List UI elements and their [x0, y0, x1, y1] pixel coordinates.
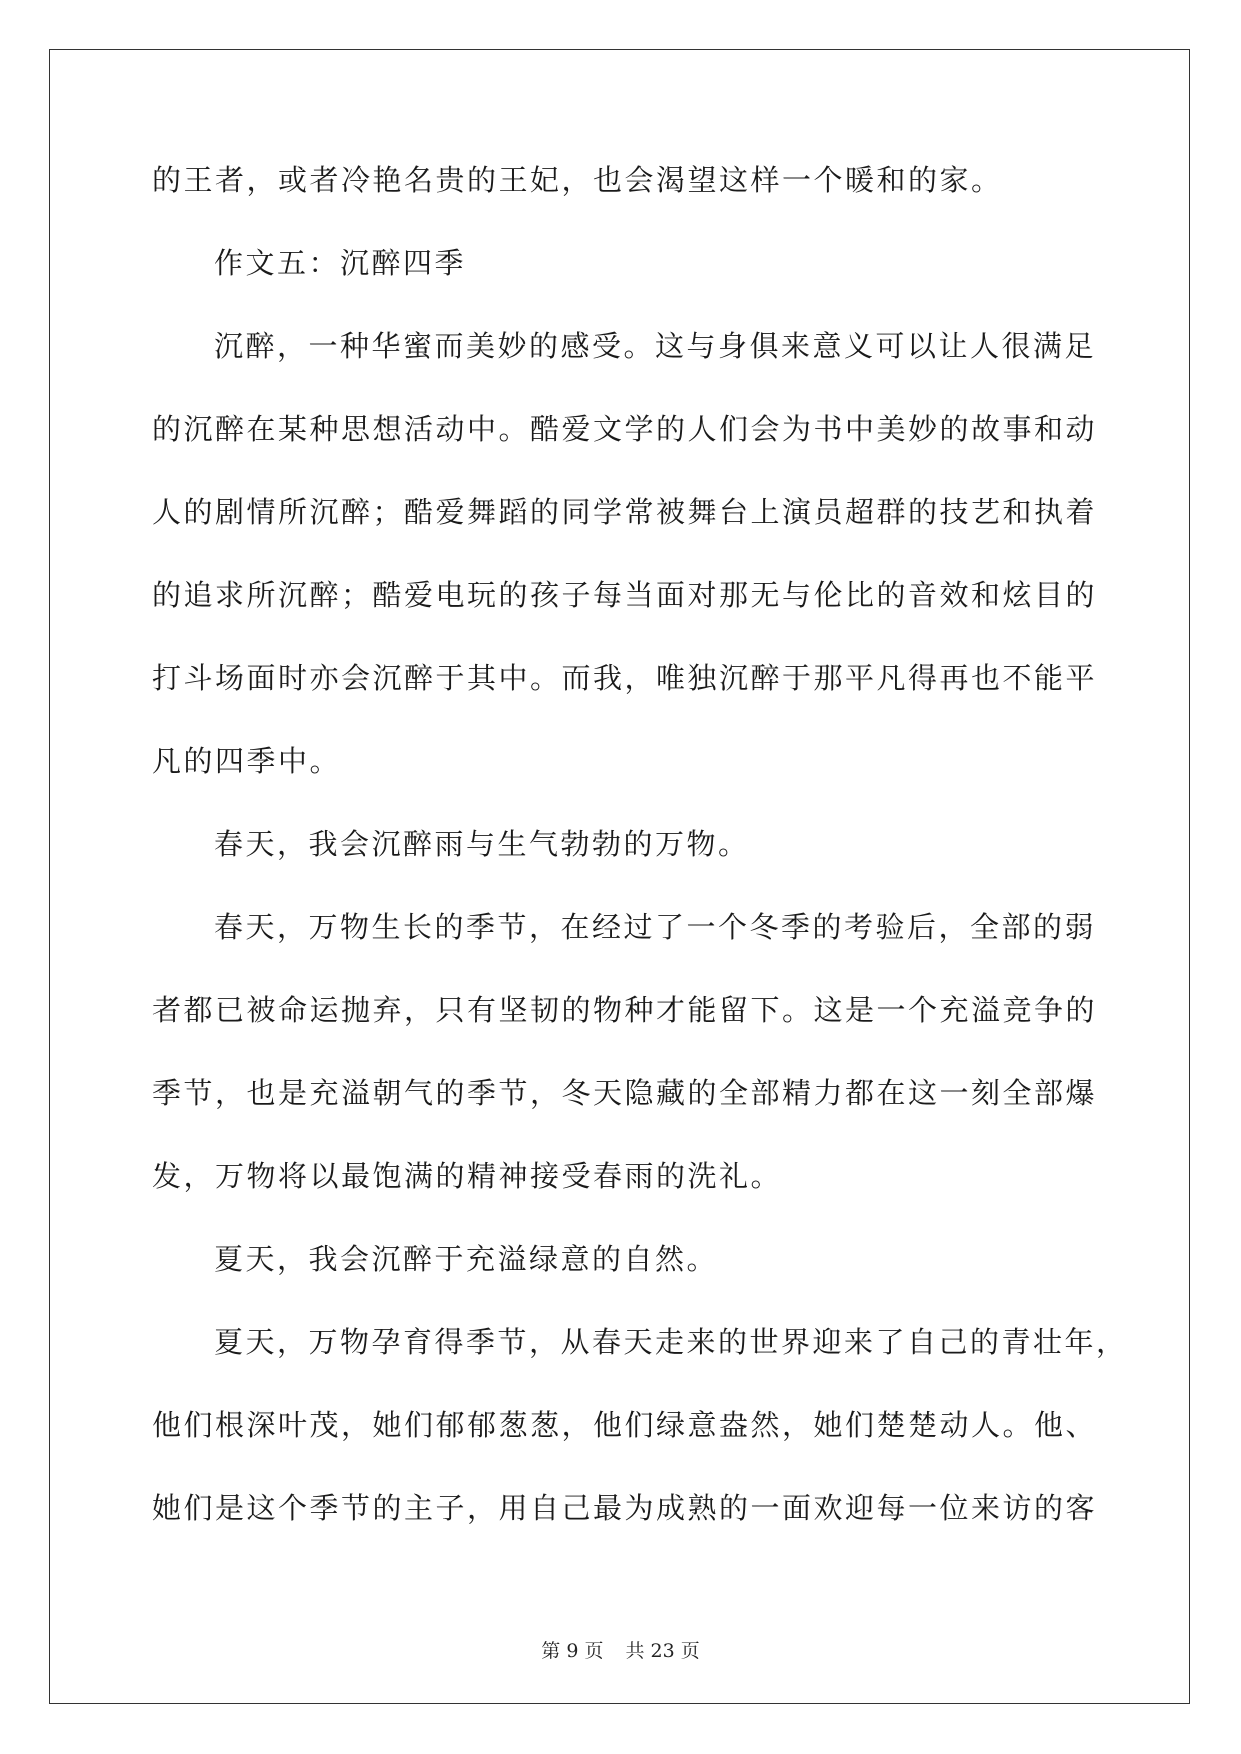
text-line: 季节，也是充溢朝气的季节，冬天隐藏的全部精力都在这一刻全部爆 — [152, 1076, 1098, 1110]
text-line: 打斗场面时亦会沉醉于其中。而我，唯独沉醉于那平凡得再也不能平 — [152, 661, 1098, 695]
text-line: 凡的四季中。 — [152, 744, 342, 778]
body-text — [152, 161, 1128, 1572]
text-line: 的沉醉在某种思想活动中。酷爱文学的人们会为书中美妙的故事和动 — [152, 412, 1098, 446]
text-line: 的追求所沉醉；酷爱电玩的孩子每当面对那无与伦比的音效和炫目的 — [152, 578, 1098, 612]
text-line: 人的剧情所沉醉；酷爱舞蹈的同学常被舞台上演员超群的技艺和执着 — [152, 495, 1098, 529]
text-line: 发，万物将以最饱满的精神接受春雨的洗礼。 — [152, 1159, 783, 1193]
paragraph-start: 夏天，万物孕育得季节，从春天走来的世界迎来了自己的青壮年， — [214, 1325, 1128, 1359]
text-line: 的王者，或者冷艳名贵的王妃，也会渴望这样一个暖和的家。 — [152, 163, 1003, 197]
page-number-total: 共 23 页 — [625, 1640, 700, 1662]
page-footer — [0, 1636, 1241, 1663]
section-heading: 作文五：沉醉四季 — [214, 246, 467, 280]
paragraph-start: 夏天，我会沉醉于充溢绿意的自然。 — [214, 1242, 719, 1276]
paragraph-start: 沉醉，一种华蜜而美妙的感受。这与身俱来意义可以让人很满足 — [214, 329, 1097, 363]
text-line: 者都已被命运抛弃，只有坚韧的物种才能留下。这是一个充溢竞争的 — [152, 993, 1098, 1027]
text-line: 她们是这个季节的主子，用自己最为成熟的一面欢迎每一位来访的客 — [152, 1491, 1098, 1525]
paragraph-start: 春天，万物生长的季节，在经过了一个冬季的考验后，全部的弱 — [214, 910, 1097, 944]
page-number-current: 第 9 页 — [541, 1640, 604, 1662]
text-line: 他们根深叶茂，她们郁郁葱葱，他们绿意盎然，她们楚楚动人。他、 — [152, 1408, 1098, 1442]
paragraph-start: 春天，我会沉醉雨与生气勃勃的万物。 — [214, 827, 750, 861]
